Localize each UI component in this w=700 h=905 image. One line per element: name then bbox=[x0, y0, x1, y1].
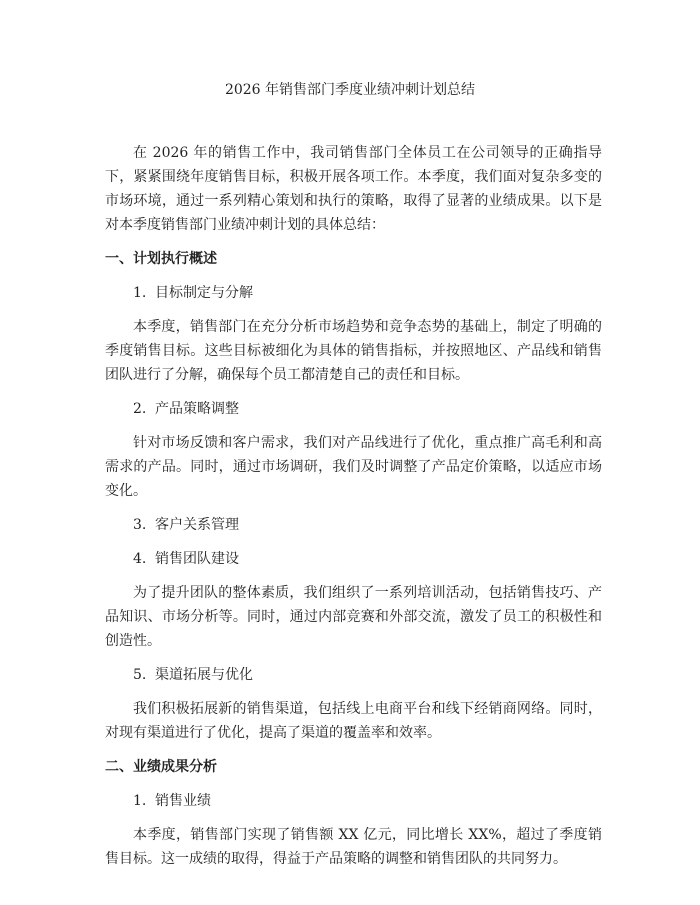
list-item-label: 产品策略调整 bbox=[155, 401, 239, 417]
list-item-product-strategy bbox=[105, 397, 602, 421]
document-title: 2026 年销售部门季度业绩冲刺计划总结 bbox=[224, 82, 476, 98]
document-body bbox=[105, 141, 602, 881]
list-item-label: 目标制定与分解 bbox=[155, 285, 253, 301]
list-item-number: 4. bbox=[133, 551, 147, 567]
list-item-number: 2. bbox=[133, 401, 147, 417]
sales-performance-paragraph: 本季度，销售部门实现了销售额 XX 亿元，同比增长 XX%，超过了季度销售目标。这一成绩的取得，得益于产品策略的调整和销售团队的共同努力。 bbox=[105, 827, 602, 867]
list-item-number: 3. bbox=[133, 517, 147, 533]
list-item-label: 渠道拓展与优化 bbox=[155, 667, 253, 683]
list-item-customer-relations bbox=[105, 513, 602, 537]
product-strategy-paragraph: 针对市场反馈和客户需求，我们对产品线进行了优化，重点推广高毛利和高需求的产品。同时，通过市场调研，我们及时调整了产品定价策略，以适应市场变化。 bbox=[105, 435, 602, 499]
intro-paragraph: 在 2026 年的销售工作中，我司销售部门全体员工在公司领导的正确指导下，紧紧围绕年度销售目标，积极开展各项工作。本季度，我们面对复杂多变的市场环境，通过一系列精心策划和执行的策略，取得了显著的业绩成果。以下是对本季度销售部门业绩冲刺计划的具体总结： bbox=[105, 145, 602, 233]
list-item-label: 销售团队建设 bbox=[155, 551, 239, 567]
team-building-paragraph: 为了提升团队的整体素质，我们组织了一系列培训活动，包括销售技巧、产品知识、市场分析等。同时，通过内部竞赛和外部交流，激发了员工的积极性和创造性。 bbox=[105, 585, 602, 649]
section-heading-results-analysis: 二、业绩成果分析 bbox=[105, 759, 217, 775]
list-item-channel-expansion bbox=[105, 663, 602, 687]
list-item-team-building bbox=[105, 547, 602, 571]
list-item-sales-performance bbox=[105, 789, 602, 813]
channel-expansion-paragraph: 我们积极拓展新的销售渠道，包括线上电商平台和线下经销商网络。同时，对现有渠道进行了优化，提高了渠道的覆盖率和效率。 bbox=[105, 701, 602, 741]
list-item-label: 客户关系管理 bbox=[155, 517, 239, 533]
list-item-number: 1. bbox=[133, 793, 147, 809]
section-heading-plan-execution: 一、计划执行概述 bbox=[105, 251, 217, 267]
list-item-number: 5. bbox=[133, 667, 147, 683]
list-item-number: 1. bbox=[133, 285, 147, 301]
list-item-goal-setting bbox=[105, 281, 602, 305]
goal-setting-paragraph: 本季度，销售部门在充分分析市场趋势和竞争态势的基础上，制定了明确的季度销售目标。这些目标被细化为具体的销售指标，并按照地区、产品线和销售团队进行了分解，确保每个员工都清楚自己的责任和目标。 bbox=[105, 319, 602, 383]
list-item-label: 销售业绩 bbox=[155, 793, 211, 809]
